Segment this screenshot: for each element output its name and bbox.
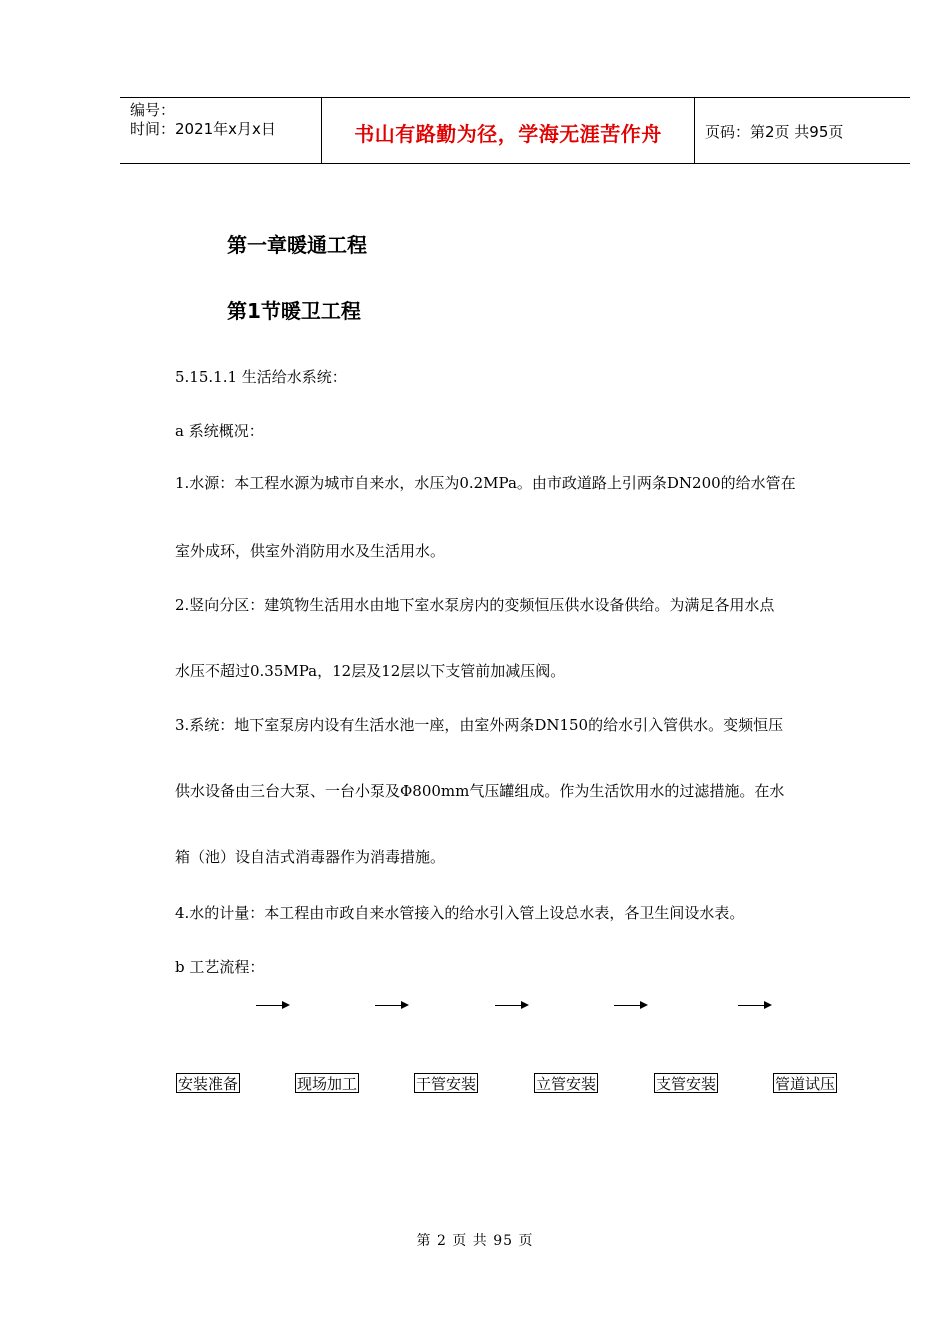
body-line: 1.水源：本工程水源为城市自来水，水压为0.2MPa。由市政道路上引两条DN200的给水管在: [175, 474, 796, 492]
body-line: 箱（池）设自洁式消毒器作为消毒措施。: [175, 848, 446, 866]
header-time-label: 时间：2021年x月x日: [130, 120, 276, 138]
chapter-title: 第一章暖通工程: [227, 233, 367, 257]
body-line: 4.水的计量：本工程由市政自来水管接入的给水引入管上设总水表，各卫生间设水表。: [175, 904, 745, 922]
flow-arrow-icon: [375, 998, 409, 1014]
flow-arrow-icon: [256, 998, 290, 1014]
header-motto: 书山有路勤为径，学海无涯苦作舟: [354, 122, 662, 146]
body-line: 5.15.1.1 生活给水系统：: [175, 368, 347, 386]
section-title: 第1节暖卫工程: [227, 299, 361, 323]
body-line: 2.竖向分区：建筑物生活用水由地下室水泵房内的变频恒压供水设备供给。为满足各用水点: [175, 596, 775, 614]
body-line: 3.系统：地下室泵房内设有生活水池一座，由室外两条DN150的给水引入管供水。变频恒压: [175, 716, 784, 734]
flow-step: 安装准备: [178, 1075, 239, 1093]
body-line: 室外成环，供室外消防用水及生活用水。: [175, 542, 446, 560]
flow-step: 立管安装: [536, 1075, 597, 1093]
body-line: b 工艺流程：: [175, 958, 265, 976]
header-page-label: 页码：第2页 共95页: [705, 123, 844, 141]
flow-arrow-icon: [738, 998, 772, 1014]
flow-step: 现场加工: [297, 1075, 358, 1093]
body-line: 水压不超过0.35MPa，12层及12层以下支管前加减压阀。: [175, 662, 566, 680]
header-top-rule: [120, 97, 910, 98]
header-number-label: 编号：: [130, 101, 176, 119]
flow-arrow-icon: [614, 998, 648, 1014]
flow-step: 干管安装: [416, 1075, 477, 1093]
flow-arrow-icon: [495, 998, 529, 1014]
flow-step: 管道试压: [775, 1075, 836, 1093]
body-line: a 系统概况：: [175, 422, 264, 440]
header-bottom-rule: [120, 163, 910, 164]
flow-step: 支管安装: [656, 1075, 717, 1093]
header-divider-right: [694, 97, 695, 164]
body-line: 供水设备由三台大泵、一台小泵及Φ800mm气压罐组成。作为生活饮用水的过滤措施。在水: [175, 782, 785, 800]
page-footer: 第 2 页 共 95 页: [416, 1233, 534, 1249]
